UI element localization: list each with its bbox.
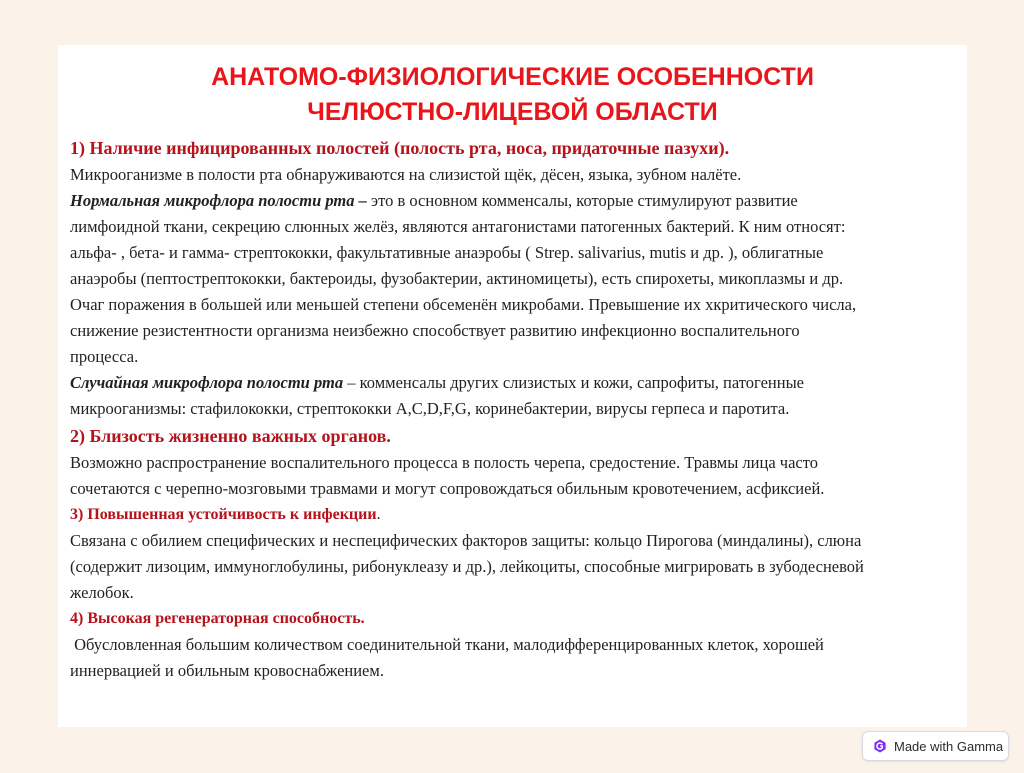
badge-label: Made with Gamma <box>894 738 1004 754</box>
section-4-heading: 4) Высокая регенераторная способность. <box>70 610 365 627</box>
section-4-line: иннервацией и обильным кровоснабжением. <box>70 661 384 680</box>
title-line-2: ЧЕЛЮСТНО-ЛИЦЕВОЙ ОБЛАСТИ <box>307 98 718 126</box>
normal-flora-text: это в основном комменсалы, которые стимулируют развитие <box>366 191 798 210</box>
section-1-line: снижение резистентности организма неизбежно способствует развитию инфекционно воспалительного <box>70 321 800 340</box>
section-3-line: (содержит лизоцим, иммуноглобулины, рибонуклеазу и др.), лейкоциты, способные мигрировать в зубодесневой <box>70 557 864 576</box>
section-2-line: сочетаются с черепно-мозговыми травмами и могут сопровождаться обильным кровотечением, асфиксией. <box>70 479 825 498</box>
section-3-heading <box>70 502 955 528</box>
section-3-line: Связана с обилием специфических и неспецифических факторов защиты: кольцо Пирогова (миндалины), слюна <box>70 531 862 550</box>
slide-body <box>70 134 955 684</box>
section-1-line: альфа- , бета- и гамма- стрептококки, факультативные анаэробы ( Strep. salivarius, mutis и др. ), облигатные <box>70 243 824 262</box>
made-with-gamma-badge[interactable] <box>862 731 1009 761</box>
section-3-line: желобок. <box>70 583 134 602</box>
section-1-normal-flora <box>70 188 955 214</box>
section-1-line: лимфоидной ткани, секрецию слюнных желёз, являются антагонистами патогенных бактерий. К ним относят: <box>70 217 846 236</box>
section-1-random-flora <box>70 370 955 396</box>
section-1-heading: 1) Наличие инфицированных полостей (полость рта, носа, придаточные пазухи). <box>70 138 730 158</box>
slide-card <box>58 45 967 727</box>
section-2-line: Возможно распространение воспалительного процесса в полость черепа, средостение. Травмы лица часто <box>70 453 818 472</box>
section-4-line: Обусловленная большим количеством соединительной ткани, малодифференцированных клеток, хорошей <box>70 635 824 654</box>
section-3-heading-text: 3) Повышенная устойчивость к инфекции <box>70 506 377 523</box>
slide-title <box>70 55 955 130</box>
section-1-line: Очаг поражения в большей или меньшей степени обсеменён микробами. Превышение их хкритического числа, <box>70 295 857 314</box>
gamma-logo-icon <box>873 739 887 753</box>
section-1-line: Микрооганизме в полости рта обнаруживаются на слизистой щёк, дёсен, языка, зубном налёте. <box>70 165 742 184</box>
random-flora-term: Случайная микрофлора полости рта <box>70 373 344 392</box>
section-1-line: анаэробы (пептострептококки, бактероиды, фузобактерии, актиномицеты), есть спирохеты, микоплазмы и др. <box>70 269 844 288</box>
title-line-1: АНАТОМО-ФИЗИОЛОГИЧЕСКИЕ ОСОБЕННОСТИ <box>211 63 814 91</box>
normal-flora-term: Нормальная микрофлора полости рта – <box>70 191 367 210</box>
section-2-heading: 2) Близость жизненно важных органов. <box>70 426 391 446</box>
section-3-heading-dot: . <box>376 506 381 523</box>
section-1-line: микрооганизмы: стафилококки, стрептококки A,C,D,F,G, коринебактерии, вирусы герпеса и паротита. <box>70 399 790 418</box>
random-flora-text: – комменсалы других слизистых и кожи, сапрофиты, патогенные <box>343 373 804 392</box>
section-1-line: процесса. <box>70 347 139 366</box>
